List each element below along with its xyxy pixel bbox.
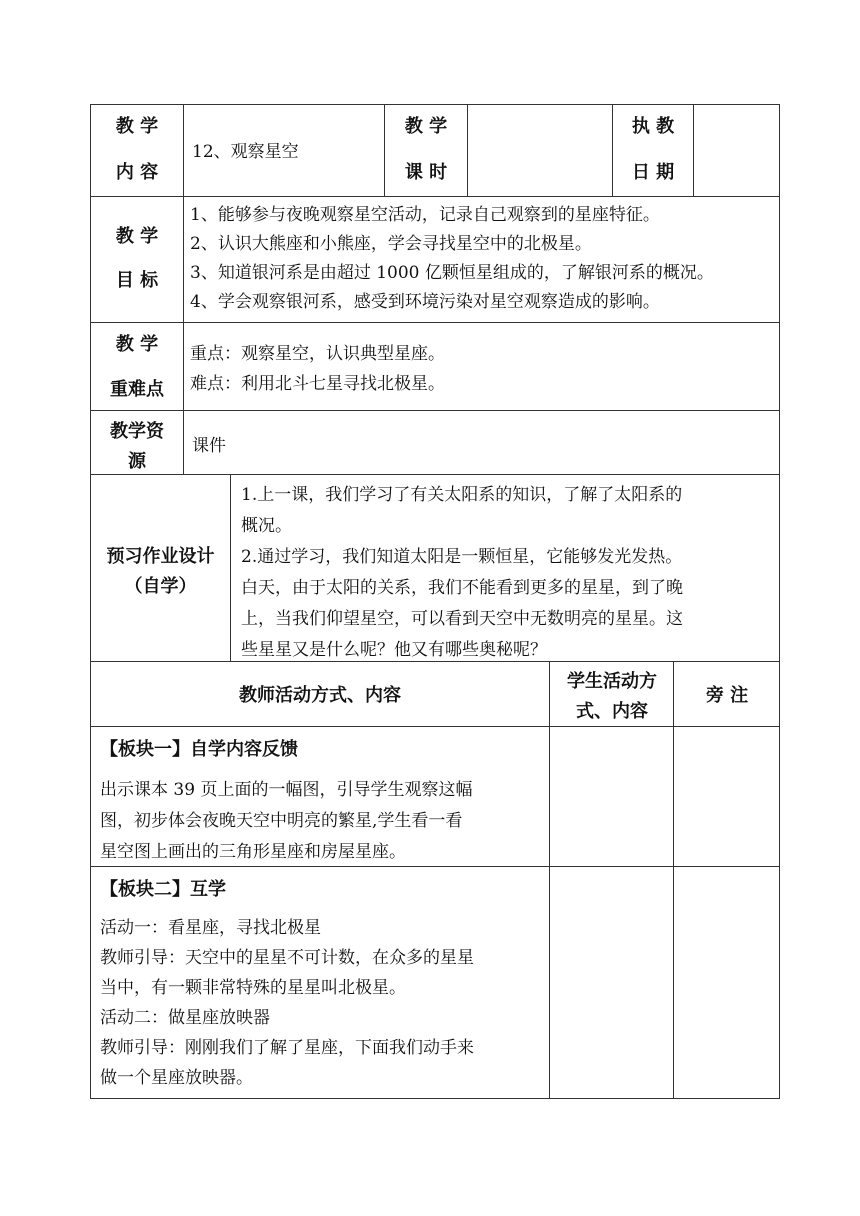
block1-line: 出示课本 39 页上面的一幅图，引导学生观察这幅 [100, 780, 473, 800]
student-activity-header-line1: 学生活动方 [567, 671, 657, 692]
block1-line: 图，初步体会夜晚天空中明亮的繁星,学生看一看 [100, 811, 463, 831]
block1-line: 星空图上画出的三角形星座和房屋星座。 [100, 842, 406, 862]
row-border [90, 1098, 780, 1099]
resources-label-line1: 教学资 [110, 421, 164, 442]
objectives-label-line2: 目 标 [115, 270, 159, 291]
table-border-left [90, 104, 91, 1099]
block1-text [100, 775, 472, 868]
student-activity-header-line2: 式、内容 [576, 701, 648, 722]
objective-item: 1、能够参与夜晚观察星空活动，记录自己观察到的星座特征。 [190, 205, 660, 225]
preview-line: 些星星又是什么呢？他又有哪些奥秘呢？ [241, 640, 547, 660]
block2-line: 做一个星座放映器。 [100, 1068, 253, 1088]
hours-label-line2: 课 时 [404, 162, 448, 183]
content-label-line2: 内 容 [115, 162, 159, 183]
preview-label-line2: （自学） [124, 576, 197, 597]
row-border [90, 322, 780, 323]
row-border [90, 196, 780, 197]
preview-text [241, 480, 683, 666]
date-label-line1: 执 教 [631, 116, 675, 137]
block2-line: 当中，有一颗非常特殊的星星叫北极星。 [100, 978, 406, 998]
keypoints-label-line1: 教 学 [115, 334, 159, 355]
notes-header: 旁 注 [705, 685, 749, 706]
row-border [90, 104, 780, 105]
row-border [90, 410, 780, 411]
table-border-right [779, 104, 780, 1099]
resources-label-line2: 源 [128, 451, 146, 472]
block2-line: 活动二：做星座放映器 [100, 1008, 270, 1028]
resources-value: 课件 [192, 436, 226, 456]
preview-line: 2.通过学习，我们知道太阳是一颗恒星，它能够发光发热。 [241, 547, 683, 567]
objective-item: 3、知道银河系是由超过 1000 亿颗恒星组成的，了解银河系的概况。 [190, 263, 714, 283]
keypoints-label-line2: 重难点 [110, 379, 164, 400]
preview-line: 白天，由于太阳的关系，我们不能看到更多的星星，到了晚 [241, 578, 683, 598]
hours-label-line1: 教 学 [404, 116, 448, 137]
objectives-list [190, 201, 714, 317]
preview-line: 概况。 [241, 516, 292, 536]
preview-label-line1: 预习作业设计 [106, 546, 215, 567]
key-difficulty: 难点：利用北斗七星寻找北极星。 [190, 374, 445, 394]
row-border [90, 474, 780, 475]
block2-title: 【板块二】互学 [100, 879, 226, 900]
objectives-label-line1: 教 学 [115, 226, 159, 247]
block2-line: 教师引导：刚刚我们了解了星座，下面我们动手来 [100, 1038, 474, 1058]
objective-item: 4、学会观察银河系，感受到环境污染对星空观察造成的影响。 [190, 292, 660, 312]
row-border [90, 726, 780, 727]
preview-line: 1.上一课，我们学习了有关太阳系的知识，了解了太阳系的 [241, 485, 683, 505]
cell-border [549, 661, 550, 1098]
key-focus: 重点：观察星空，认识典型星座。 [190, 344, 445, 364]
lesson-title: 12、观察星空 [192, 142, 299, 162]
block2-text [100, 913, 474, 1093]
block2-line: 活动一：看星座，寻找北极星 [100, 918, 321, 938]
preview-line: 上，当我们仰望星空，可以看到天空中无数明亮的星星。这 [241, 609, 683, 629]
objective-item: 2、认识大熊座和小熊座，学会寻找星空中的北极星。 [190, 234, 592, 254]
content-label-line1: 教 学 [115, 116, 159, 137]
teacher-activity-header: 教师活动方式、内容 [239, 685, 401, 706]
date-label-line2: 日 期 [631, 162, 675, 183]
block2-line: 教师引导：天空中的星星不可计数，在众多的星星 [100, 948, 474, 968]
cell-border [673, 661, 674, 1098]
block1-title: 【板块一】自学内容反馈 [100, 739, 298, 760]
